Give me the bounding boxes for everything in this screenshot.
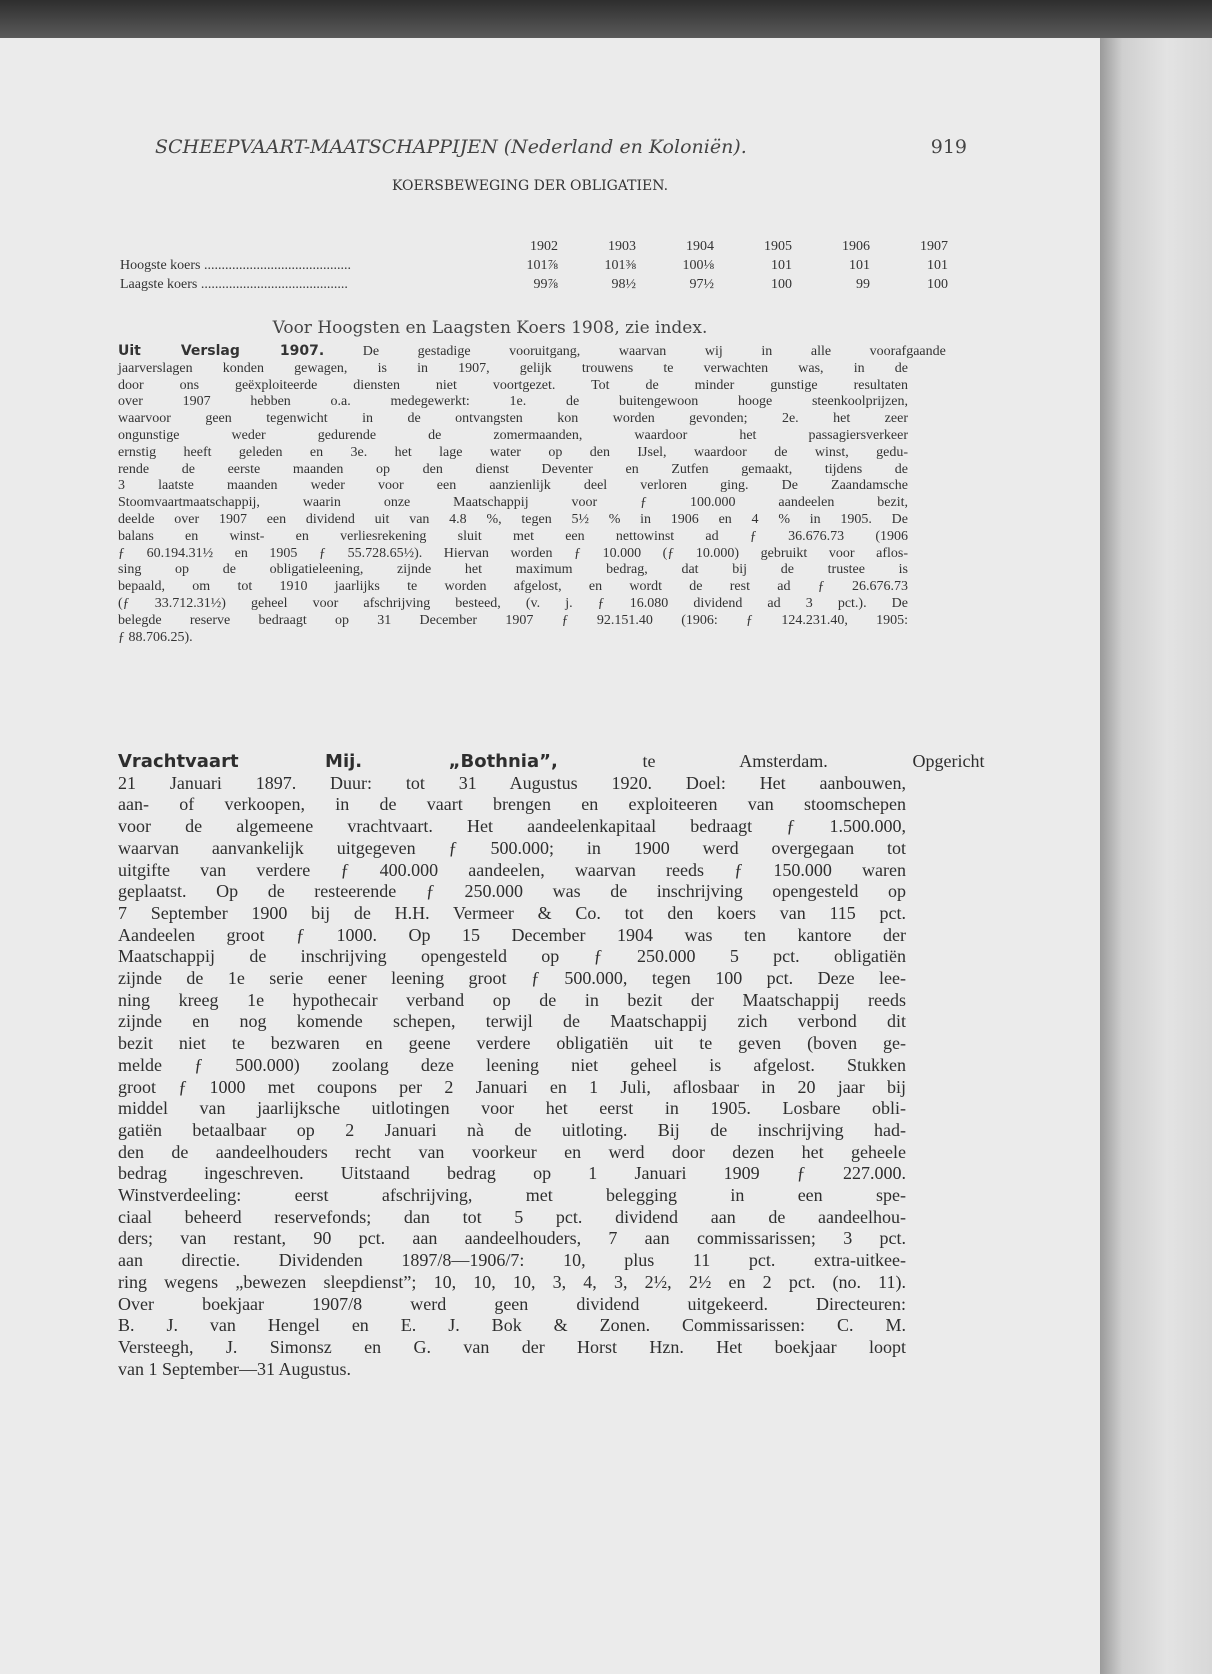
line-text: deelde over 1907 een dividend uit van 4.8 %, tegen 5½ % in 1906 en 4 % in 1905. De [118,511,908,527]
text-line [118,394,908,411]
line-text: rende de eerste maanden op den dienst Deventer en Zutfen gemaakt, tijdens de [118,461,908,477]
text-line [118,816,906,838]
line-text: Versteegh, J. Simonsz en G. van der Horst Hzn. Het boekjaar loopt [118,1336,906,1357]
koers-table [120,236,948,293]
row-label: Hoogste koers .......................................... [120,258,351,273]
text-line [118,838,906,860]
text-line [118,478,908,495]
text-line [118,1207,906,1229]
line-text: voor de algemeene vrachtvaart. Het aandeelenkapitaal bedraagt ƒ 1.500.000, [118,816,906,837]
text-line [118,613,908,630]
table-title: KOERSBEWEGING DER OBLIGATIEN. [391,178,669,194]
text-line [118,925,906,947]
value-cell: 101 [927,258,948,273]
line-text: uitgifte van verdere ƒ 400.000 aandeelen, waarvan reeds ƒ 150.000 waren [118,859,906,880]
text-line [118,1315,906,1337]
value-cell: 101 [771,258,792,273]
line-text: Aandeelen groot ƒ 1000. Op 15 December 1904 was ten kantore der [118,924,906,945]
scan-top-border [0,0,1212,38]
line-text: over 1907 hebben o.a. medegewerkt: 1e. de buitengewoon hooge steenkoolprijzen, [118,394,908,410]
text-line [118,1228,906,1250]
text-line [118,1250,906,1272]
year-cell: 1902 [530,239,558,254]
text-line [118,903,906,925]
line-text: Stoomvaartmaatschappij, waarin onze Maatschappij voor ƒ 100.000 aandeelen bezit, [118,495,908,511]
text-line [118,1185,906,1207]
text-line [118,1120,906,1142]
line-text: aan directie. Dividenden 1897/8—1906/7: 10, plus 11 pct. extra-uitkee- [118,1250,906,1271]
text-line [118,1272,906,1294]
text-line [118,378,908,395]
line-text: 21 Januari 1897. Duur: tot 31 Augustus 1920. Doel: Het aanbouwen, [118,772,906,793]
text-line [118,562,908,579]
table-row [120,274,948,293]
text-line [118,1098,906,1120]
text-line [118,1011,906,1033]
text-line [118,1337,906,1359]
text-line [118,529,908,546]
running-head [155,136,967,158]
line-text: zijnde en nog komende schepen, terwijl de Maatschappij zich verbond dit [118,1011,906,1032]
value-cell: 100 [771,277,792,292]
line-text: bepaald, om tot 1910 jaarlijks te worden afgelost, en wordt de rest ad ƒ 26.676.73 [118,579,908,595]
table-header-row [120,236,948,255]
year-cell: 1904 [686,239,714,254]
line-text: Over boekjaar 1907/8 werd geen dividend uitgekeerd. Directeuren: [118,1293,906,1314]
text-line [118,794,906,816]
text-line [118,1055,906,1077]
row-label: Laagste koers .......................................... [120,277,348,292]
text-line [118,860,906,882]
value-cell: 101⅞ [526,258,558,273]
line-text: Maatschappij de inschrijving opengesteld op ƒ 250.000 5 pct. obligatiën [118,946,906,967]
line-text: ƒ 88.706.25). [118,629,193,645]
line-text: middel van jaarlijksche uitlotingen voor het eerst in 1905. Losbare obli- [118,1098,906,1119]
index-note: Voor Hoogsten en Laagsten Koers 1908, zie index. [272,318,708,338]
line-text: bezit niet te bezwaren en geene verdere obligatiën uit te geven (boven ge- [118,1033,906,1054]
text-line [118,1033,906,1055]
line-text: De gestadige vooruitgang, waarvan wij in alle voorafgaande [362,344,946,359]
text-line [118,495,908,512]
line-text: geplaatst. Op de resteerende ƒ 250.000 was de inschrijving opengesteld op [118,881,906,902]
value-cell: 99⅞ [533,277,558,292]
value-cell: 100⅛ [682,258,714,273]
text-line [118,411,908,428]
line-text: B. J. van Hengel en E. J. Bok & Zonen. Commissarissen: C. M. [118,1315,906,1336]
value-cell: 97½ [689,277,714,292]
line-text: van 1 September—31 Augustus. [118,1358,351,1379]
line-text: ning kreeg 1e hypothecair verband op de in bezit der Maatschappij reeds [118,989,906,1010]
line-text: zijnde de 1e serie eener leening groot ƒ 500.000, tegen 100 pct. Deze lee- [118,968,906,989]
line-text: 3 laatste maanden weder voor een aanzienlijk deel verloren ging. De Zaandamsche [118,478,908,494]
page-number: 919 [930,136,967,158]
book-edge [1100,38,1212,1674]
value-cell: 101⅜ [604,258,636,273]
text-line [118,946,906,968]
text-line [118,1077,906,1099]
text-line [118,773,906,795]
line-text: Winstverdeeling: eerst afschrijving, met belegging in een spe- [118,1185,906,1206]
line-text: ring wegens „bewezen sleepdienst”; 10, 10, 10, 3, 4, 3, 2½, 2½ en 2 pct. (no. 11). [118,1271,906,1292]
value-cell: 100 [927,277,948,292]
table-row [120,255,948,274]
line-text: jaarverslagen konden gewagen, is in 1907, gelijk trouwens te verwachten was, in de [118,360,908,376]
value-cell: 101 [849,258,870,273]
text-line [118,630,908,647]
line-text: 7 September 1900 bij de H.H. Vermeer & Co. tot den koers van 115 pct. [118,902,906,923]
text-line [118,445,908,462]
line-text: balans en winst- en verliesrekening sluit met een nettowinst ad ƒ 36.676.73 (1906 [118,528,908,544]
line-text: bedrag ingeschreven. Uitstaand bedrag op 1 Januari 1909 ƒ 227.000. [118,1163,906,1184]
company-heading: Vrachtvaart Mij. „Bothnia”, [118,751,558,772]
text-line [118,343,946,361]
verslag-heading: Uit Verslag 1907. [118,343,325,359]
line-text: melde ƒ 500.000) zoolang deze leening niet geheel is afgelost. Stukken [118,1054,906,1075]
year-cell: 1907 [920,239,948,254]
year-cell: 1903 [608,239,636,254]
line-text: sing op de obligatieleening, zijnde het maximum bedrag, dat bij de trustee is [118,562,908,578]
line-text: (ƒ 33.712.31½) geheel voor afschrijving besteed, (v. j. ƒ 16.080 dividend ad 3 pct.). De [118,595,908,611]
year-cell: 1905 [764,239,792,254]
line-text: waarvan aanvankelijk uitgegeven ƒ 500.000; in 1900 werd overgegaan tot [118,837,906,858]
line-text: groot ƒ 1000 met coupons per 2 Januari en 1 Juli, aflosbaar in 20 jaar bij [118,1076,906,1097]
line-text: waarvoor geen tegenwicht in de ontvangsten kon worden gevonden; 2e. het zeer [118,411,908,427]
text-line [118,968,906,990]
line-text: ongunstige weder gedurende de zomermaanden, waardoor het passagiersverkeer [118,427,908,443]
text-line [118,1359,906,1381]
line-text: ders; van restant, 90 pct. aan aandeelhouders, 7 aan commissarissen; 3 pct. [118,1228,906,1249]
text-line [118,428,908,445]
line-text: te Amsterdam. Opgericht [642,751,985,771]
text-line [118,512,908,529]
verslag-paragraph [118,343,946,646]
text-line [118,361,908,378]
line-text: gatiën betaalbaar op 2 Januari nà de uitloting. Bij de inschrijving had- [118,1119,906,1140]
line-text: den de aandeelhouders recht van voorkeur en werd door dezen het geheele [118,1141,906,1162]
text-line [118,546,908,563]
text-line [118,596,908,613]
running-head-title: SCHEEPVAART-MAATSCHAPPIJEN (Nederland en Koloniën). [155,136,747,158]
text-line [118,1294,906,1316]
text-line [118,990,906,1012]
text-line [118,579,908,596]
text-line [118,881,906,903]
text-line [118,751,985,773]
text-line [118,462,908,479]
line-text: aan- of verkoopen, in de vaart brengen en exploiteeren van stoomschepen [118,794,906,815]
line-text: belegde reserve bedraagt op 31 December 1907 ƒ 92.151.40 (1906: ƒ 124.231.40, 1905: [118,612,908,628]
text-line [118,1142,906,1164]
year-cell: 1906 [842,239,870,254]
text-line [118,1163,906,1185]
value-cell: 98½ [611,277,636,292]
line-text: ciaal beheerd reservefonds; dan tot 5 pct. dividend aan de aandeelhou- [118,1206,906,1227]
line-text: door ons geëxploiteerde diensten niet voortgezet. Tot de minder gunstige resultaten [118,377,908,393]
line-text: ƒ 60.194.31½ en 1905 ƒ 55.728.65½). Hiervan worden ƒ 10.000 (ƒ 10.000) gebruikt voor aflos- [118,545,908,561]
bothnia-paragraph [118,751,985,1380]
value-cell: 99 [856,277,870,292]
line-text: ernstig heeft geleden en 3e. het lage water op den IJsel, waardoor de winst, gedu- [118,444,908,460]
